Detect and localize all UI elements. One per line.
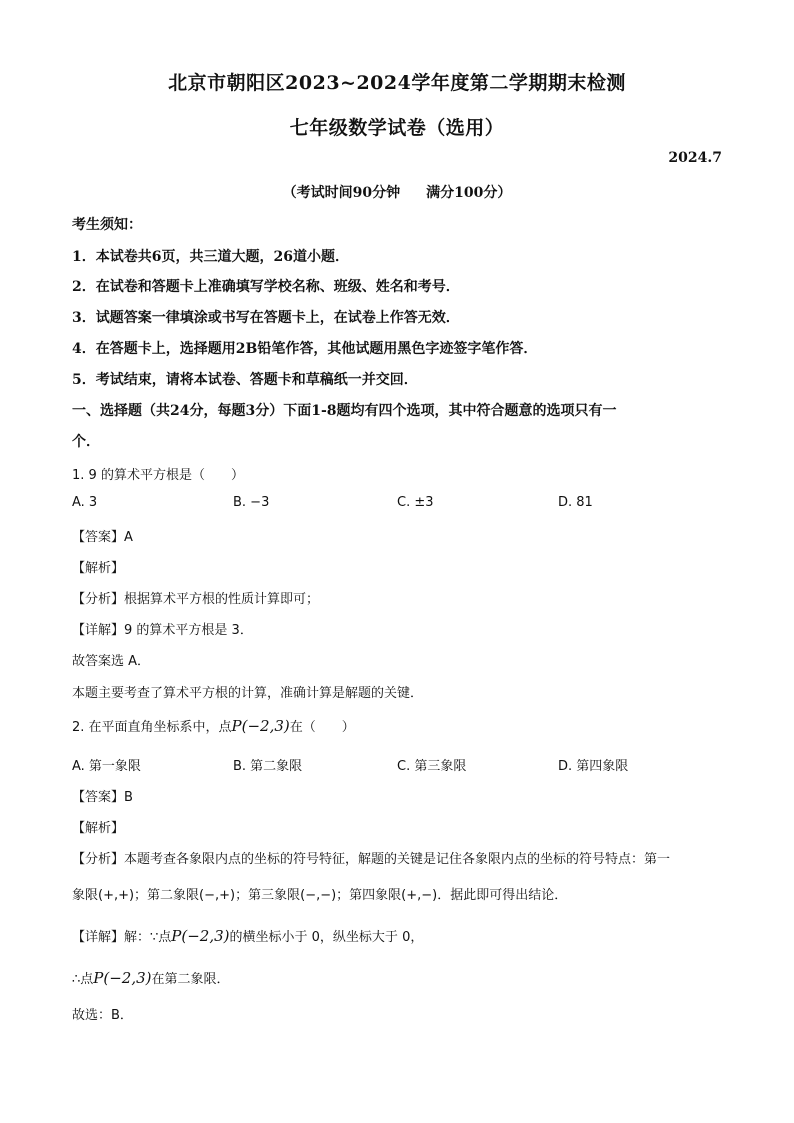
q2-option-b: B. 第二象限 [233, 759, 303, 774]
q1-detail [72, 619, 253, 638]
fenxi-text: 本题考查各象限内点的坐标的符号特征，解题的关键是记住各象限内点的坐标的符号特点：第一 [124, 852, 671, 867]
notice-item: 1．本试卷共6页，共三道大题，26道小题． [72, 249, 349, 265]
time-limit: （考试时间90分钟 [282, 185, 401, 201]
notice-item: 3．试题答案一律填涂或书写在答题卡上，在试卷上作答无效． [72, 310, 460, 326]
full-score: 满分100分） [426, 185, 512, 201]
answer-value: A [124, 530, 133, 545]
question-2-stem [72, 716, 355, 735]
section-heading-cont: 个． [72, 434, 100, 450]
q2-option-c: C. 第三象限 [397, 759, 467, 774]
q1-answer [72, 526, 133, 545]
fenxi-tag: 【分析】 [72, 852, 125, 867]
question-1-stem: 1. 9 的算术平方根是（ ） [72, 468, 244, 483]
answer-value: B [124, 790, 133, 805]
q2-answer [72, 786, 133, 805]
exam-date: 2024.7 [668, 150, 722, 166]
q2-fenxi-cont: 象限(+,+)；第二象限(−,+)；第三象限(−,−)；第四象限(+,−)．据此即可得出结论． [72, 888, 568, 903]
detail-text-a: 解：∵点 [124, 930, 172, 945]
notice-item: 4．在答题卡上，选择题用2B铅笔作答，其他试题用黑色字迹签字笔作答． [72, 341, 538, 357]
detail-tag: 【详解】 [72, 930, 125, 945]
exam-title: 北京市朝阳区2023~2024学年度第二学期期末检测 [168, 72, 626, 94]
notice-item: 2．在试卷和答题卡上准确填写学校名称、班级、姓名和考号． [72, 279, 460, 295]
detail-tag: 【详解】 [72, 623, 125, 638]
q1-summary: 本题主要考查了算术平方根的计算，准确计算是解题的关键． [72, 686, 424, 701]
point-p: P(−2,3) [171, 927, 230, 945]
q2-detail [72, 926, 423, 945]
notice-item: 5．考试结束，请将本试卷、答题卡和草稿纸一并交回． [72, 372, 418, 388]
q2-option-a: A. 第一象限 [72, 759, 141, 774]
q2-option-d: D. 第四象限 [558, 759, 629, 774]
point-p: P(−2,3) [231, 717, 290, 735]
notice-heading: 考生须知： [72, 217, 142, 233]
q1-analysis-tag: 【解析】 [72, 561, 125, 576]
q2-analysis-tag: 【解析】 [72, 821, 125, 836]
answer-tag: 【答案】 [72, 530, 125, 545]
fenxi-text: 根据算术平方根的性质计算即可； [124, 592, 320, 607]
q2-stem-part1: 2. 在平面直角坐标系中，点 [72, 720, 232, 735]
q1-option-a: A. 3 [72, 495, 98, 510]
q2-fenxi [72, 848, 670, 867]
therefore-text-a: ∴点 [72, 972, 94, 987]
q1-option-b: B. −3 [233, 495, 270, 510]
detail-text: 9 的算术平方根是 3． [124, 623, 253, 638]
q2-therefore [72, 968, 230, 987]
exam-subtitle: 七年级数学试卷（选用） [289, 117, 505, 139]
q2-choose: 故选：B． [72, 1008, 133, 1023]
q1-option-c: C. ±3 [397, 495, 434, 510]
q2-stem-part2: 在（ ） [289, 720, 355, 735]
therefore-text-b: 在第二象限． [151, 972, 230, 987]
q1-choose: 故答案选 A． [72, 654, 151, 669]
q1-fenxi [72, 588, 319, 607]
point-p: P(−2,3) [93, 969, 152, 987]
section-heading: 一、选择题（共24分，每题3分）下面1-8题均有四个选项，其中符合题意的选项只有一 [72, 403, 617, 419]
detail-text-b: 的横坐标小于 0，纵坐标大于 0， [229, 930, 424, 945]
exam-time-info [0, 182, 794, 202]
q1-option-d: D. 81 [558, 495, 593, 510]
fenxi-tag: 【分析】 [72, 592, 125, 607]
answer-tag: 【答案】 [72, 790, 125, 805]
